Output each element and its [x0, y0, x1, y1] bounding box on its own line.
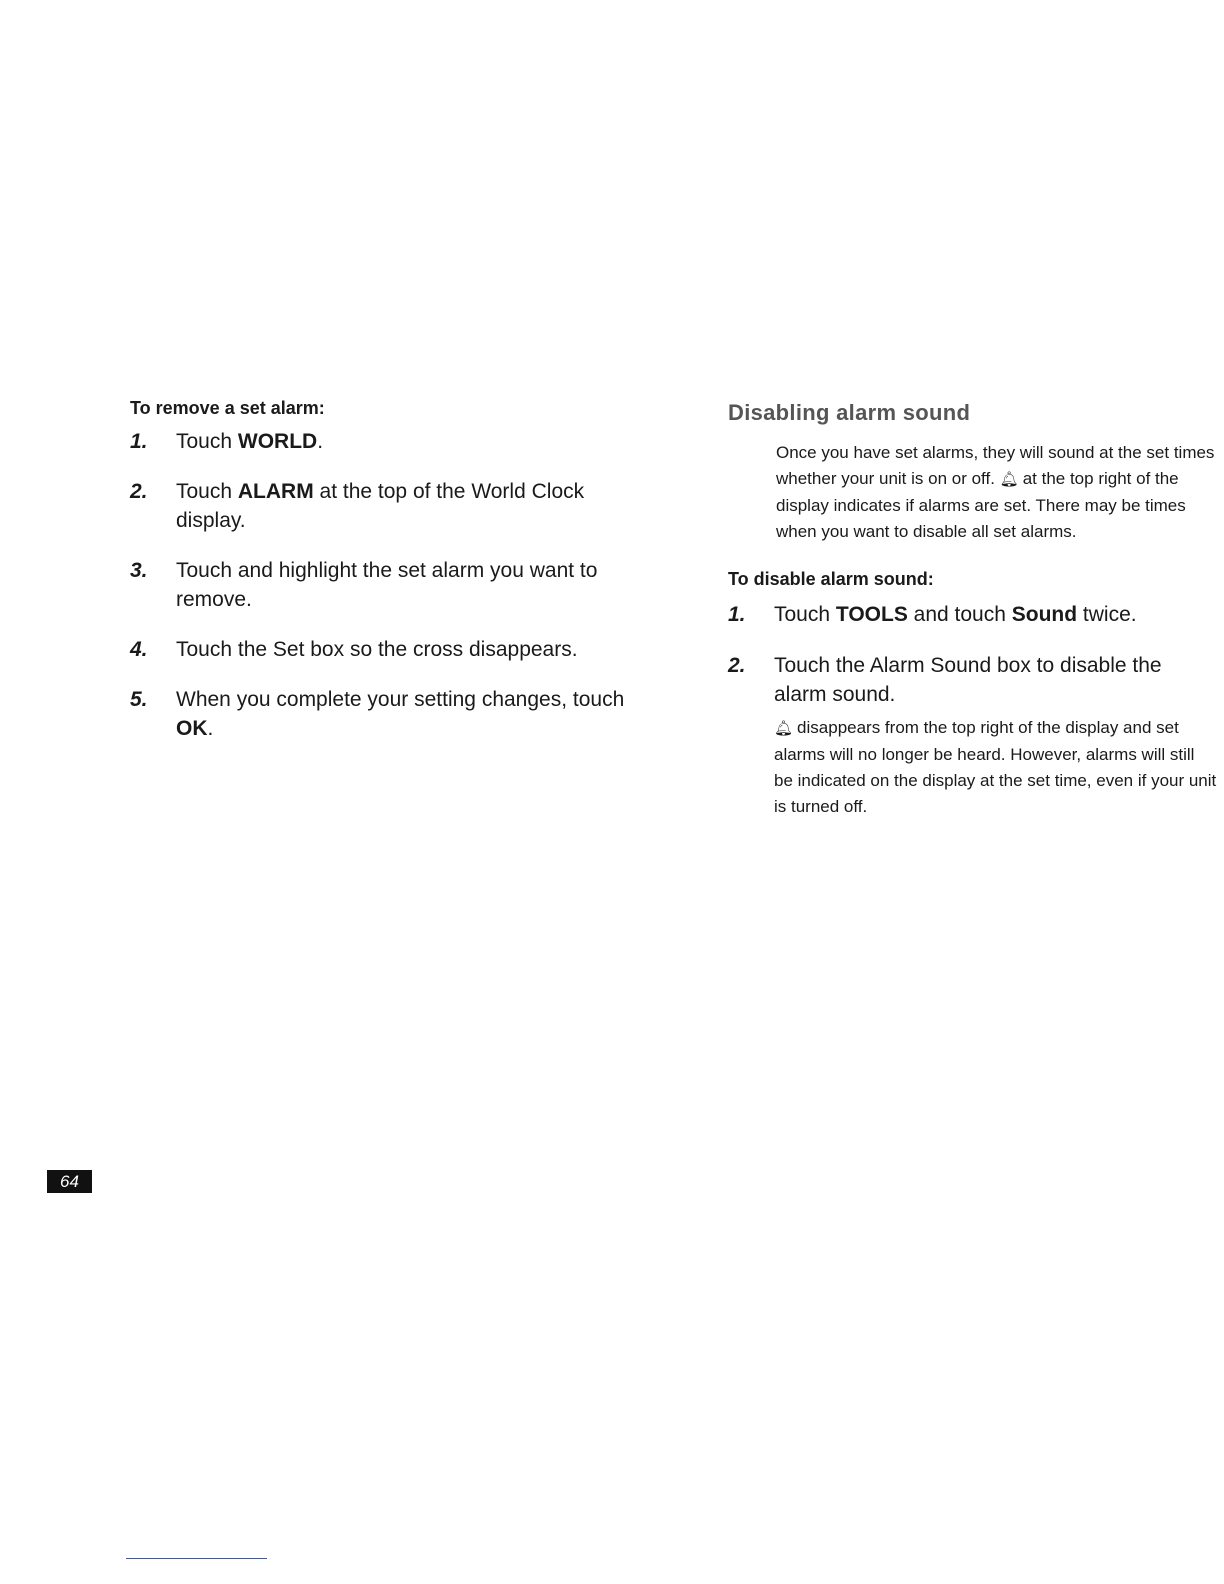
step-2	[130, 477, 630, 535]
intro-paragraph	[776, 440, 1218, 545]
step-number: 2.	[728, 654, 746, 677]
remove-alarm-heading: To remove a set alarm:	[130, 398, 325, 418]
intro-text-cont: at the top right of the display indicates if alarms are set. There may be times when you want to disable all set alarms.	[776, 469, 1186, 541]
disable-sound-steps	[728, 600, 1218, 820]
step-5	[130, 685, 630, 743]
section-title: Disabling alarm sound	[728, 400, 971, 425]
step-4	[130, 635, 630, 664]
step-number: 5.	[130, 688, 148, 711]
step-keyword: WORLD	[237, 430, 318, 453]
bell-icon: 🔔︎	[999, 471, 1019, 488]
right-column	[728, 400, 1218, 820]
step-text: Touch and highlight the set alarm you want to remove.	[176, 559, 598, 611]
step-text-mid: and touch	[907, 603, 1012, 626]
step-keyword-2: Sound	[1011, 603, 1078, 626]
step-keyword: ALARM	[237, 480, 314, 503]
step-text-end: .	[317, 430, 324, 453]
step-1	[130, 427, 630, 456]
step-number: 1.	[130, 430, 148, 453]
step-3	[130, 556, 630, 614]
footer-rule	[126, 1558, 267, 1559]
step-number: 2.	[130, 480, 148, 503]
bell-icon: 🔔︎	[774, 720, 794, 737]
step-note	[774, 715, 1218, 820]
disable-sound-heading: To disable alarm sound:	[728, 569, 934, 589]
step-text: Touch	[176, 480, 238, 503]
note-text: disappears from the top right of the display and set alarms will no longer be heard. However, alarms will still be indicated on the display at the set time, even if your unit is turned off.	[774, 718, 1217, 816]
step-number: 3.	[130, 559, 148, 582]
step-number: 4.	[130, 638, 148, 661]
page-number: 64	[47, 1170, 92, 1193]
step-text: Touch the Alarm Sound box to disable the alarm sound.	[774, 654, 1162, 706]
intro-text: Once you have set alarms, they will sound at the set times whether your unit is on or off.	[776, 443, 1215, 488]
remove-alarm-steps	[130, 427, 630, 743]
step-2	[728, 651, 1218, 820]
step-1	[728, 600, 1218, 629]
step-text: When you complete your setting changes, touch	[176, 688, 625, 711]
step-text-end: at the top of the World Clock display.	[176, 480, 585, 532]
step-text: Touch	[774, 603, 836, 626]
step-number: 1.	[728, 603, 746, 626]
step-text: Touch the Set box so the cross disappears.	[176, 638, 578, 661]
step-text-end: twice.	[1077, 603, 1137, 626]
step-text-end: .	[207, 717, 214, 740]
step-text: Touch	[176, 430, 238, 453]
left-column	[130, 398, 630, 743]
step-keyword: TOOLS	[835, 603, 908, 626]
step-keyword: OK	[176, 717, 208, 740]
